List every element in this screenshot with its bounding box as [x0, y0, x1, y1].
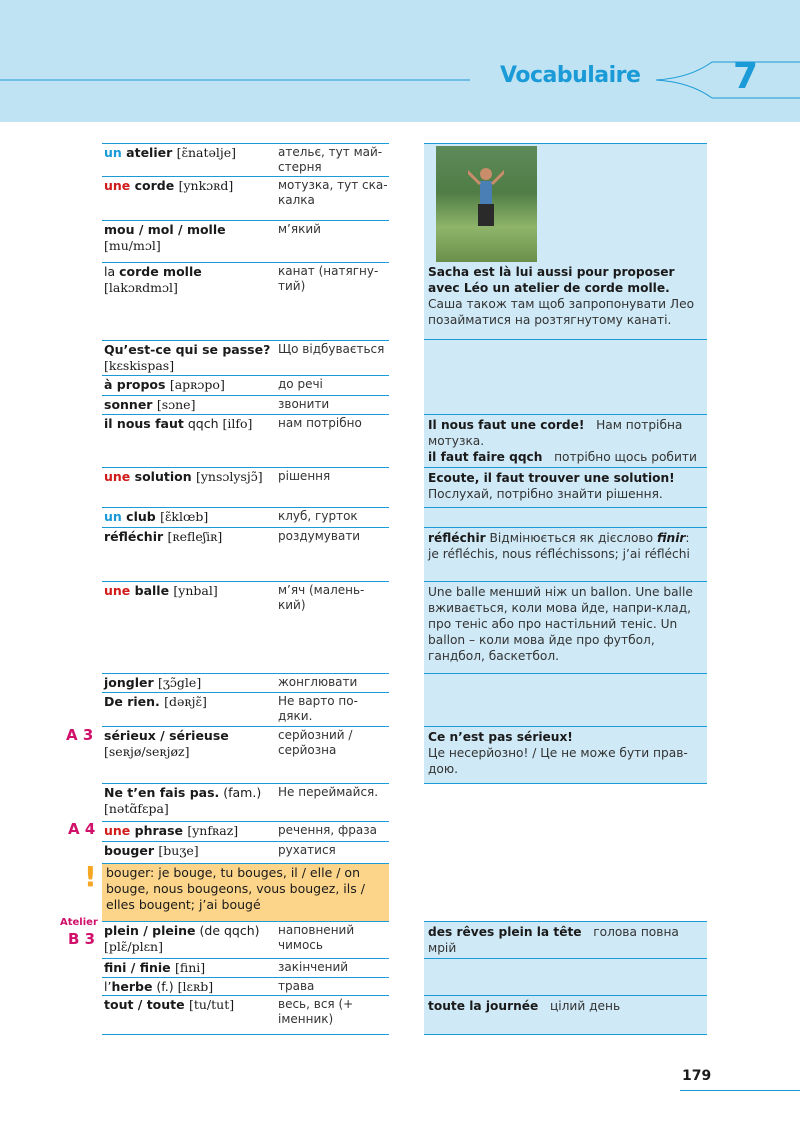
vocab-translation: рухатися	[278, 843, 336, 857]
example-ua: Це несерйозно! / Це не може бути прав-дою.	[428, 746, 688, 776]
vocab-part: solution	[130, 469, 196, 484]
vocab-part: une	[104, 583, 131, 598]
vocab-part: [ʒɔ̃gle]	[158, 675, 202, 690]
vocab-part: jongler	[104, 675, 158, 690]
vocab-part: mou / mol / molle	[104, 222, 226, 237]
example-conjugation: je réfléchis, nous réfléchissons; j’ai réfléchi	[428, 547, 690, 561]
vocab-row	[102, 143, 389, 176]
vocab-part: tout / toute	[104, 997, 189, 1012]
example-ua: Une balle менший ніж un ballon. Une balle вживається, коли мова йде, напри-клад, про теніс або про настільний теніс. Un ballon – коли мова йде про футбол, гандбол, баскетбол.	[428, 585, 693, 663]
vocab-part: sonner	[104, 397, 157, 412]
section-label-atelier: Atelier	[60, 917, 98, 928]
example-fr: Ce n’est pas sérieux!	[428, 730, 573, 744]
vocab-translation: закінчений	[278, 960, 349, 974]
vocab-translation: Не варто по-дяки.	[278, 694, 358, 723]
vocab-french	[104, 222, 272, 254]
example-box-empty	[424, 339, 707, 414]
vocab-row	[102, 977, 389, 995]
vocab-part: atelier	[121, 145, 177, 160]
example-box-empty	[424, 507, 707, 527]
vocab-part: [ynbal]	[173, 583, 218, 598]
example-ua: Саша також там щоб запропонувати Лео позайматися на розтягнутому канаті.	[428, 297, 695, 327]
example-box-solution	[424, 467, 707, 507]
vocab-row	[102, 995, 389, 1035]
vocab-part: herbe	[111, 979, 153, 994]
vocab-french	[104, 843, 272, 859]
vocab-french	[104, 785, 272, 817]
vocab-translation: весь, вся (+ іменник)	[278, 997, 354, 1026]
vocab-part: De rien.	[104, 694, 165, 709]
vocab-part: [ynkɔʀd]	[178, 178, 234, 193]
example-box-corde	[424, 414, 707, 467]
example-fr: Il nous faut une corde!	[428, 418, 585, 432]
example-fr: Ecoute, il faut trouver une solution!	[428, 471, 675, 485]
example-box-reflechir: réfléchir Відмінюється як дієслово finir: je réfléchis, nous réfléchissons; j’ai réfléchi	[424, 527, 707, 581]
vocab-row	[102, 581, 389, 673]
example-box-plein	[424, 921, 707, 958]
vocab-part: la	[104, 264, 120, 279]
vocab-part: une	[104, 469, 131, 484]
page-header	[0, 0, 800, 122]
vocab-part: balle	[130, 583, 174, 598]
vocab-french	[104, 377, 272, 393]
vocab-row	[102, 340, 389, 375]
vocab-french	[104, 264, 272, 296]
vocab-part: Qu’est-ce qui se passe?	[104, 342, 271, 357]
vocab-french	[104, 694, 272, 710]
vocab-part: [ʀefleʃiʀ]	[167, 529, 223, 544]
vocab-row	[102, 527, 389, 581]
vocab-row	[102, 841, 389, 861]
vocab-french	[104, 397, 272, 413]
vocab-part: corde molle	[119, 264, 202, 279]
vocab-part: bouger	[104, 843, 159, 858]
vocab-part: [plɛ̃/plɛn]	[104, 939, 163, 954]
vocab-row	[102, 821, 389, 841]
vocab-translation: до речі	[278, 377, 323, 391]
vocab-translation: рішення	[278, 469, 331, 483]
vocab-part: club	[121, 509, 161, 524]
vocab-translation: м’який	[278, 222, 321, 236]
example-ua: голова повна мрій	[428, 925, 679, 955]
vocab-part: corde	[130, 178, 179, 193]
vocab-part: une	[104, 178, 131, 193]
example-ua: Відмінюється як дієслово	[489, 531, 654, 545]
vocab-part: [ynsɔlysjɔ̃]	[195, 469, 263, 484]
vocab-part: il nous faut	[104, 416, 184, 431]
vocab-part: phrase	[130, 823, 188, 838]
vocab-part: (fam.)	[219, 785, 262, 800]
vocab-row	[102, 262, 389, 340]
vocab-row	[102, 414, 389, 467]
vocab-translation: нам потрібно	[278, 416, 362, 430]
vocab-french	[104, 675, 272, 691]
slackline-photo	[436, 146, 537, 262]
vocab-part: [buʒe]	[158, 843, 199, 858]
vocab-french	[104, 416, 272, 432]
vocab-translation: наповнений чимось	[278, 923, 355, 952]
vocab-part: qqch	[183, 416, 223, 431]
vocab-translation: ательє, тут май-стерня	[278, 145, 383, 174]
vocab-row	[102, 220, 389, 262]
vocab-row	[102, 692, 389, 726]
vocab-part: fini / finie	[104, 960, 175, 975]
section-title: Vocabulaire	[500, 63, 641, 88]
vocab-part: [ynfʀaz]	[187, 823, 239, 838]
vocab-french	[104, 960, 272, 976]
section-label-a3: A 3	[66, 726, 94, 744]
vocab-part: un	[104, 145, 122, 160]
vocab-row	[102, 958, 389, 977]
example-fr: Sacha est là lui aussi pour proposer avec Léo un atelier de corde molle.	[428, 265, 675, 295]
vocab-row	[102, 726, 389, 783]
chapter-number: 7	[733, 56, 759, 97]
example-box-balle	[424, 581, 707, 673]
example-ua: потрібно щось робити	[554, 450, 697, 464]
vocab-part: plein / pleine	[104, 923, 196, 938]
vocab-part: [ɛ̃natəlje]	[176, 145, 237, 160]
vocab-part: [sɔne]	[156, 397, 196, 412]
person-figure-icon	[468, 164, 504, 244]
vocab-french	[104, 178, 272, 194]
section-label-a4: A 4	[68, 820, 96, 838]
vocab-french	[104, 979, 272, 995]
example-box-atelier	[424, 143, 707, 339]
vocab-part: [apʀɔpo]	[169, 377, 225, 392]
vocab-translation: клуб, гурток	[278, 509, 358, 523]
vocab-row	[102, 783, 389, 821]
vocab-french	[104, 583, 272, 599]
vocab-part: à propos	[104, 377, 170, 392]
vocab-part: réfléchir	[104, 529, 168, 544]
vocab-french	[104, 145, 272, 161]
vocab-french	[104, 823, 272, 839]
example-box-empty	[424, 958, 707, 995]
vocab-part: [nətɑ̃fɛpa]	[104, 801, 169, 816]
page-number-rule	[680, 1090, 800, 1091]
vocab-row	[102, 375, 389, 395]
note-text: bouger: je bouge, tu bouges, il / elle / on bouge, nous bougeons, vous bougez, ils / elles bougent; j’ai bougé	[106, 865, 365, 912]
vocab-part: [fini]	[175, 960, 206, 975]
example-ua: цілий день	[549, 999, 621, 1013]
conjugation-note	[102, 863, 389, 921]
vocab-part: l’	[104, 979, 112, 994]
example-box-blank	[424, 783, 707, 921]
example-ua: Нам потрібна мотузка.	[428, 418, 683, 448]
vocab-translation: м’яч (малень-кий)	[278, 583, 365, 612]
vocab-part: [seʀjø/seʀjøz]	[104, 744, 190, 759]
vocab-french	[104, 728, 272, 760]
example-box-serieux	[424, 726, 707, 783]
vocab-translation: Не переймайся.	[278, 785, 379, 799]
vocab-row	[102, 395, 389, 414]
vocab-translation: канат (натягну-тий)	[278, 264, 379, 293]
vocab-part: [ɛ̃klœb]	[160, 509, 209, 524]
vocab-part: [mu/mɔl]	[104, 238, 161, 253]
vocab-row	[102, 467, 389, 507]
vocab-part: Ne t’en fais pas.	[104, 785, 220, 800]
vocab-part: [ilfo]	[222, 416, 253, 431]
vocab-part: [lakɔʀdmɔl]	[104, 280, 178, 295]
vocab-row	[102, 176, 389, 220]
vocab-part: sérieux / sérieuse	[104, 728, 229, 743]
example-box-tout	[424, 995, 707, 1035]
example-box-empty	[424, 673, 707, 726]
example-fr: réfléchir	[428, 531, 486, 545]
vocab-translation: серйозний / серйозна	[278, 728, 353, 757]
vocab-row	[102, 921, 389, 958]
vocab-translation: речення, фраза	[278, 823, 377, 837]
example-fr: des rêves plein la tête	[428, 925, 582, 939]
vocab-part: une	[104, 823, 131, 838]
vocab-french	[104, 469, 272, 485]
vocab-french	[104, 529, 272, 545]
vocab-french	[104, 342, 272, 374]
vocab-part: [lɛʀb]	[177, 979, 214, 994]
vocab-translation: жонглювати	[278, 675, 358, 689]
page-number: 179	[682, 1068, 712, 1084]
vocab-french	[104, 509, 272, 525]
vocab-translation: роздумувати	[278, 529, 361, 543]
vocab-part: (f.)	[152, 979, 178, 994]
warning-exclamation-icon: !	[84, 860, 97, 893]
vocab-translation: трава	[278, 979, 315, 993]
vocab-part: (de qqch)	[195, 923, 260, 938]
header-line-decoration	[0, 0, 800, 122]
vocab-translation: Що відбувається	[278, 342, 385, 356]
vocab-part: un	[104, 509, 122, 524]
vocab-part: [dəʀjɛ̃]	[164, 694, 207, 709]
vocab-french	[104, 997, 272, 1013]
vocab-row	[102, 673, 389, 692]
example-fr: il faut faire qqch	[428, 450, 543, 464]
example-ua: Послухай, потрібно знайти рішення.	[428, 487, 663, 501]
vocab-translation: мотузка, тут ска-калка	[278, 178, 388, 207]
vocab-french	[104, 923, 272, 955]
example-fr: finir	[656, 531, 686, 545]
vocab-part: [kɛskispas]	[104, 358, 175, 373]
vocab-translation: звонити	[278, 397, 330, 411]
vocab-row	[102, 507, 389, 527]
example-fr: toute la journée	[428, 999, 539, 1013]
section-label-b3: B 3	[68, 930, 96, 948]
vocab-part: [tu/tut]	[188, 997, 235, 1012]
